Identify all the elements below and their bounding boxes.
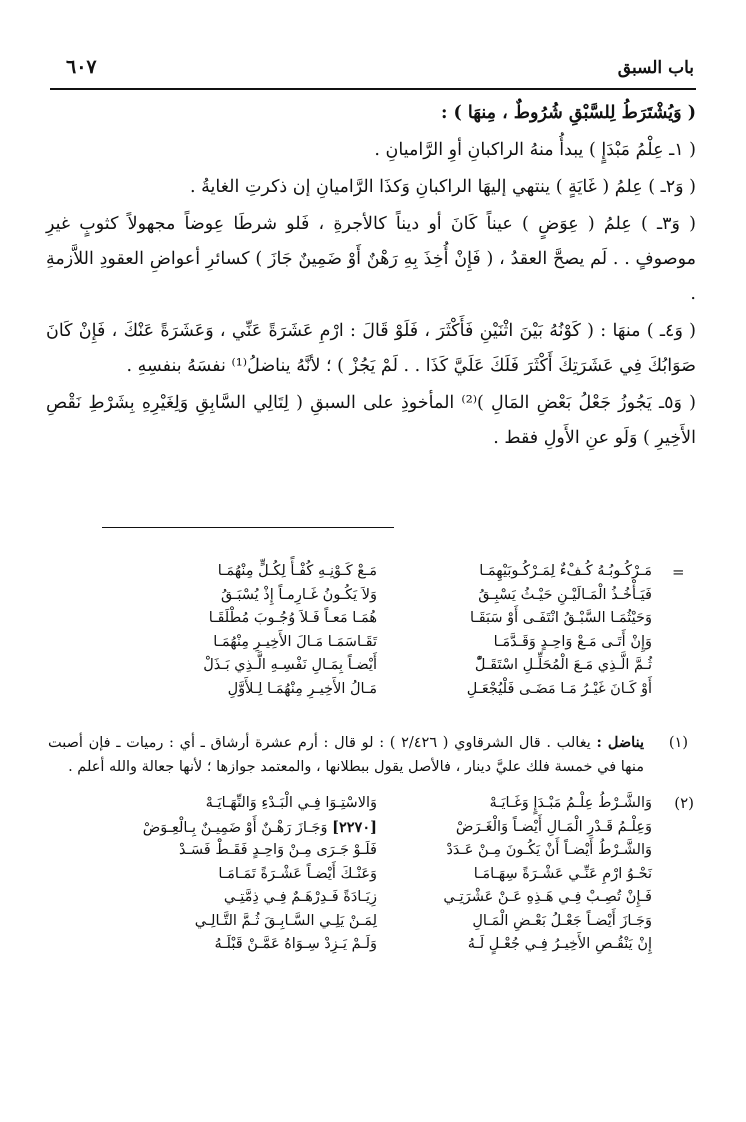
verse-first-half: وَإِنْ أَتَـى مَـعْ وَاحِـدٍ وَقَـدَّمَـا <box>493 633 652 650</box>
verse-second-half: وَعَنْـكَ أَيْضـاً عَشْـرَةً تَمَـامَـا <box>218 865 377 882</box>
verse-row <box>92 584 652 608</box>
verse-first-half: مَـرْكُـوبُـهُ كُـفْءٌ لِمَـرْكُـوبَيْهِمَـا <box>479 563 652 579</box>
condition-5: ( وَ٥ـ يَجُوزُ جَعْلُ بَعْضِ المَالِ )⁽²⁾ المأخوذِ على السبقِ ( لِتَالِي السَّابِقِ وَلِغَيْرِهِ بِشَرْطِ نَقْصِ الأَخِيرِ ) وَلَو عنِ الأَولِ فقط . <box>46 393 696 448</box>
verse-second-half: وَالاسْتِـوَا فِـي الْبَـدْءِ وَالنِّهَـايَـهْ <box>205 795 377 811</box>
condition-3: ( وَ٣ـ ) عِلمُ ( عِوَضٍ ) عيناً كَانَ أو ديناً كالأجرةِ ، فَلو شرطَا عِوضاً مجهولاً كثوبٍ غيرِ موصوفٍ . . لَم يصحَّ العقدُ ، ( فَإِنْ أُخِذَ بِهِ رَهْنٌ أَوْ ضَمِينٌ جَازَ ) كسائرِ أعواضِ العقودِ اللاَّزمةِ . <box>46 214 696 304</box>
verse-row <box>92 910 652 934</box>
verse-row <box>92 863 652 887</box>
verse-first-half: وَالشَّـرْطُ عِلْـمُ مَبْـدَإٍ وَغَـايَـهْ <box>489 795 652 811</box>
verse-first-half: فَيَـأْخُـذُ الْمَـالَيْـنِ حَيْـثُ يَسْبِـقُ <box>478 586 652 603</box>
verse-second-half: هُمَـا مَعـاً فَـلاَ وُجُـوبَ مُطْلَقَـا <box>208 610 377 626</box>
verse-first-half: ثُـمَّ الَّـذِي مَـعَ الْمُحَلِّـلِ اسْتَقَـلّْ <box>474 657 652 673</box>
verse-second-half: لِمَـنْ يَلِـي السَّـابِـقَ ثُـمَّ التَّـالِـي <box>194 912 377 929</box>
verse-first-half: وَالشَّـرْطُ أَيْضـاً أَنْ يَكُـونَ مِـنْ عَـدَدْ <box>446 842 652 858</box>
verse-row <box>92 560 652 584</box>
verse-first-half: نَحْـوُ ارْمِ عَنِّـي عَشْـرَةً سِهَـامَـا <box>473 865 652 882</box>
footnote-2-poem <box>92 792 652 957</box>
verse-first-half: وَحَيْثُمَـا السَّبْـقُ انْتَفَـى أَوْ سَبَقَـا <box>470 610 652 626</box>
main-text <box>46 96 696 458</box>
footnote-separator <box>102 527 394 528</box>
verse-first-half: أَوْ كَـانَ غَيْـرُ مَـا مَضَـى فَلْيُجْعَـلِ <box>466 680 652 697</box>
verse-row <box>92 607 652 631</box>
condition-2: ( وَ٢ـ ) عِلمُ ( غَايَةٍ ) ينتهي إليهَا الراكبانِ وَكذَا الرَّاميانِ إن ذكرتِ الغايةُ . <box>190 177 696 197</box>
footnote-1-text: يغالب . قال الشرقاوي ( ٢/٤٢٦ ) : لو قال : أرم عشرة أرشاق ـ أي : رميات ـ فإن أصبت منها في خمسة فلك عليَّ دينار ، فالأصل يقول ببطلانها ، والمعتمد جوازها ؛ لأنها جعالة والله أعلم . <box>48 735 644 775</box>
verse-row <box>92 631 652 655</box>
page-number: ٦٠٧ <box>66 56 97 78</box>
verse-row <box>92 654 652 678</box>
verse-first-half: وَجَـازَ أَيْضـاً جَعْـلُ بَعْـضِ الْمَـالِ <box>472 912 652 929</box>
chapter-title: باب السبق <box>617 58 694 78</box>
verse-number: [٢٢٧٠] <box>332 818 377 836</box>
verse-second-half: مَـعْ كَـوْنِـهِ كُفْـأً لِكُـلٍّ مِنْهُمَـا <box>217 563 377 579</box>
continued-poem <box>92 560 652 701</box>
verse-second-half: وَلَـمْ يَـزِدْ سِـوَاهُ عَمَّـنْ قَبْلَـهُ <box>214 936 377 952</box>
verse-text: وَجَـازَ رَهْـنٌ أَوْ ضَمِيـنٌ بِـالْعِـوَضْ <box>142 819 328 836</box>
section-heading: ( وَيُشْتَرَطُ لِلسَّبْقِ شُرُوطٌ ، مِنهَا ) : <box>441 103 696 123</box>
verse-second-half: وَلاَ يَكُـونُ غَـارِمـاً إِذْ يُسْبَـقُ <box>221 586 377 603</box>
verse-second-half: مَـالُ الأَخِيـرِ مِنْهُمَـا لِـلأَوَّلِ <box>227 680 377 697</box>
condition-1: ( ١ـ عِلْمُ مَبْدَإٍ ) يبدأُ منهُ الراكبانِ أوِ الرَّاميانِ . <box>374 140 696 160</box>
condition-4: ( وَ٤ـ ) منهَا : ( كَوْنُهُ بَيْنَ اثْنَيْنِ فَأَكْثَرَ ، فَلَوْ قَالَ : ارْمِ عَشَرَةً عَنِّي ، وَعَشَرَةً عَنْكَ ، فَإِنْ كَانَ صَوَابُكَ فِي عَشَرَتِكَ أَكْثَرَ فَلَكَ عَلَيَّ كَذَا . . لَمْ يَجُزْ ) ؛ لأنَّهُ يناضلُ⁽¹⁾ نفسَهُ بنفسِهِ . <box>46 321 696 376</box>
verse-row <box>92 792 652 816</box>
verse-row <box>92 886 652 910</box>
continuation-marker: = <box>672 563 685 581</box>
footnote-1-term: يناضل : <box>596 734 645 751</box>
verse-second-half: زِيَـادَةً فَـدِرْهَـمٌ فِـي ذِمَّتِـي <box>223 889 377 905</box>
verse-row <box>92 678 652 702</box>
verse-row <box>92 933 652 957</box>
verse-second-half: أَيْضـاً بِمَـالِ نَفْسِـهِ الَّـذِي بَـذَلْ <box>203 657 377 673</box>
verse-row <box>92 816 652 840</box>
verse-row <box>92 839 652 863</box>
verse-second-half: تَقَـاسَمَـا مَـالَ الأَخِيـرِ مِنْهُمَـا <box>213 633 377 650</box>
footnote-1-number: (١) <box>668 735 688 751</box>
verse-first-half: إِنْ يَنْقُـصِ الأَخِيـرُ فِـي جُعْـلٍ لَـهُ <box>467 936 652 952</box>
verse-second-half: فَلَـوْ جَـرَى مِـنْ وَاحِـدٍ فَقَـطْ فَسَـدْ <box>179 842 377 858</box>
verse-first-half: وَعِلْـمُ قَـدْرِ الْمَـالِ أَيْضـاً وَالْغَـرَضْ <box>455 818 652 835</box>
verse-first-half: فَـإِنْ تُصِـبْ فِـي هَـذِهِ عَـنْ عَشْرَتِـي <box>443 889 652 905</box>
header-rule <box>50 88 696 90</box>
footnote-2-number: (٢) <box>674 794 694 812</box>
footnote-1 <box>48 731 688 779</box>
verse-second-half <box>143 816 377 841</box>
